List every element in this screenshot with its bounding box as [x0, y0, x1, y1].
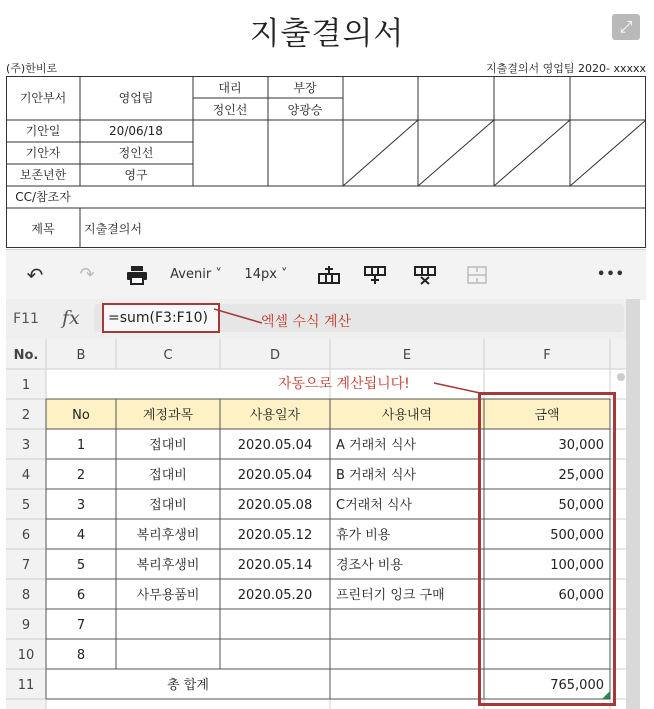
- header-cell[interactable]: 금액: [534, 408, 560, 423]
- cell[interactable]: 2: [76, 468, 86, 483]
- cell[interactable]: 접대비: [149, 468, 187, 483]
- cell[interactable]: 2020.05.20: [237, 588, 313, 603]
- cell[interactable]: B 거래처 식사: [336, 468, 416, 483]
- amount-cell[interactable]: 30,000: [558, 438, 604, 453]
- cell[interactable]: 휴가 비용: [336, 528, 391, 543]
- row-number[interactable]: 3: [21, 438, 31, 453]
- dept-value: 영업팀: [118, 91, 154, 105]
- row-number[interactable]: 7: [21, 558, 31, 573]
- undo-icon[interactable]: ↶: [26, 263, 44, 287]
- amount-cell[interactable]: 100,000: [550, 558, 604, 573]
- drafter-label: 기안자: [25, 146, 61, 160]
- cell[interactable]: 6: [76, 588, 86, 603]
- font-size-select[interactable]: 14px ˅: [244, 267, 288, 282]
- cell[interactable]: 2020.05.08: [237, 498, 313, 513]
- scroll-indicator: [617, 373, 625, 381]
- cell[interactable]: 2020.05.04: [237, 468, 313, 483]
- total-label[interactable]: 총 합계: [167, 678, 209, 693]
- approver-name: 양광승: [287, 103, 323, 117]
- draft-date-label: 기안일: [25, 124, 61, 138]
- more-icon[interactable]: •••: [597, 267, 625, 282]
- retention-label: 보존년한: [19, 168, 67, 182]
- col-header[interactable]: C: [163, 348, 173, 363]
- cell[interactable]: 1: [76, 438, 86, 453]
- approver-role: 부장: [293, 81, 317, 95]
- cell[interactable]: 접대비: [149, 438, 187, 453]
- col-header[interactable]: E: [402, 348, 412, 363]
- print-icon[interactable]: [122, 250, 152, 300]
- delete-row-icon[interactable]: [410, 250, 440, 300]
- cell[interactable]: 3: [76, 498, 86, 513]
- row-number[interactable]: 11: [17, 678, 35, 693]
- cell[interactable]: C거래처 식사: [336, 498, 412, 513]
- row-number[interactable]: 8: [21, 588, 31, 603]
- row-number[interactable]: 1: [21, 378, 31, 393]
- cell[interactable]: A 거래처 식사: [336, 438, 416, 453]
- row-number[interactable]: 5: [21, 498, 31, 513]
- merge-cells-icon[interactable]: [462, 250, 492, 300]
- cell[interactable]: 프린터기 잉크 구매: [336, 588, 445, 603]
- amount-cell[interactable]: 50,000: [558, 498, 604, 513]
- cell-reference[interactable]: F11: [13, 311, 39, 327]
- header-cell[interactable]: No: [72, 408, 90, 423]
- cell[interactable]: 접대비: [149, 498, 187, 513]
- amount-cell[interactable]: 25,000: [558, 468, 604, 483]
- function-icon: fx: [62, 307, 80, 329]
- cell[interactable]: 5: [76, 558, 86, 573]
- font-select[interactable]: Avenir ˅: [170, 267, 222, 282]
- document-title: 지출결의서: [249, 16, 405, 52]
- drafter-value: 정인선: [118, 146, 154, 160]
- col-header[interactable]: No.: [13, 348, 39, 363]
- auto-calc-annotation: 자동으로 계산됩니다!: [278, 376, 410, 392]
- header-cell[interactable]: 사용일자: [249, 408, 301, 423]
- cell[interactable]: 2020.05.12: [237, 528, 313, 543]
- amount-cell[interactable]: 500,000: [550, 528, 604, 543]
- header-cell[interactable]: 사용내역: [381, 408, 433, 423]
- toolbar: [6, 249, 646, 300]
- col-header[interactable]: F: [543, 348, 551, 363]
- row-number[interactable]: 6: [21, 528, 31, 543]
- spreadsheet-grid: [6, 339, 646, 709]
- company-name: (주)한비로: [6, 62, 58, 75]
- subject-label: 제목: [31, 222, 55, 236]
- cell[interactable]: 복리후생비: [136, 558, 200, 573]
- approver-role: 대리: [218, 81, 242, 95]
- insert-column-icon[interactable]: [360, 250, 390, 300]
- approver-name: 정인선: [212, 103, 248, 117]
- cell[interactable]: 2020.05.04: [237, 438, 313, 453]
- cc-label: CC/참조자: [15, 190, 71, 204]
- row-number[interactable]: 4: [21, 468, 31, 483]
- approval-form: [6, 76, 646, 248]
- draft-date-value: 20/06/18: [109, 124, 163, 138]
- cell[interactable]: 복리후생비: [136, 528, 200, 543]
- cell[interactable]: 7: [76, 618, 86, 633]
- cell[interactable]: 4: [76, 528, 86, 543]
- expand-icon[interactable]: ⤢: [612, 14, 640, 40]
- subject-value[interactable]: 지출결의서: [84, 222, 142, 236]
- formula-bar: [6, 299, 626, 339]
- formula-text[interactable]: =sum(F3:F10): [102, 303, 220, 333]
- total-value[interactable]: 765,000: [550, 678, 604, 693]
- redo-icon[interactable]: ↷: [79, 264, 95, 285]
- col-header[interactable]: D: [269, 348, 281, 363]
- amount-cell[interactable]: 60,000: [558, 588, 604, 603]
- dept-label: 기안부서: [19, 91, 67, 105]
- doc-code: 지출결의서 영업팀 2020- xxxxx: [485, 62, 646, 75]
- cell[interactable]: 8: [76, 648, 86, 663]
- row-number[interactable]: 9: [21, 618, 31, 633]
- retention-value: 영구: [124, 168, 148, 182]
- insert-row-icon[interactable]: [314, 250, 344, 300]
- formula-annotation: 엑셀 수식 계산: [261, 314, 352, 330]
- col-header[interactable]: B: [76, 348, 86, 363]
- cell[interactable]: 사무용품비: [136, 588, 200, 603]
- header-cell[interactable]: 계정과목: [142, 408, 194, 423]
- row-number[interactable]: 2: [21, 408, 31, 423]
- cell[interactable]: 경조사 비용: [336, 558, 403, 573]
- cell[interactable]: 2020.05.14: [237, 558, 313, 573]
- row-number[interactable]: 10: [17, 648, 35, 663]
